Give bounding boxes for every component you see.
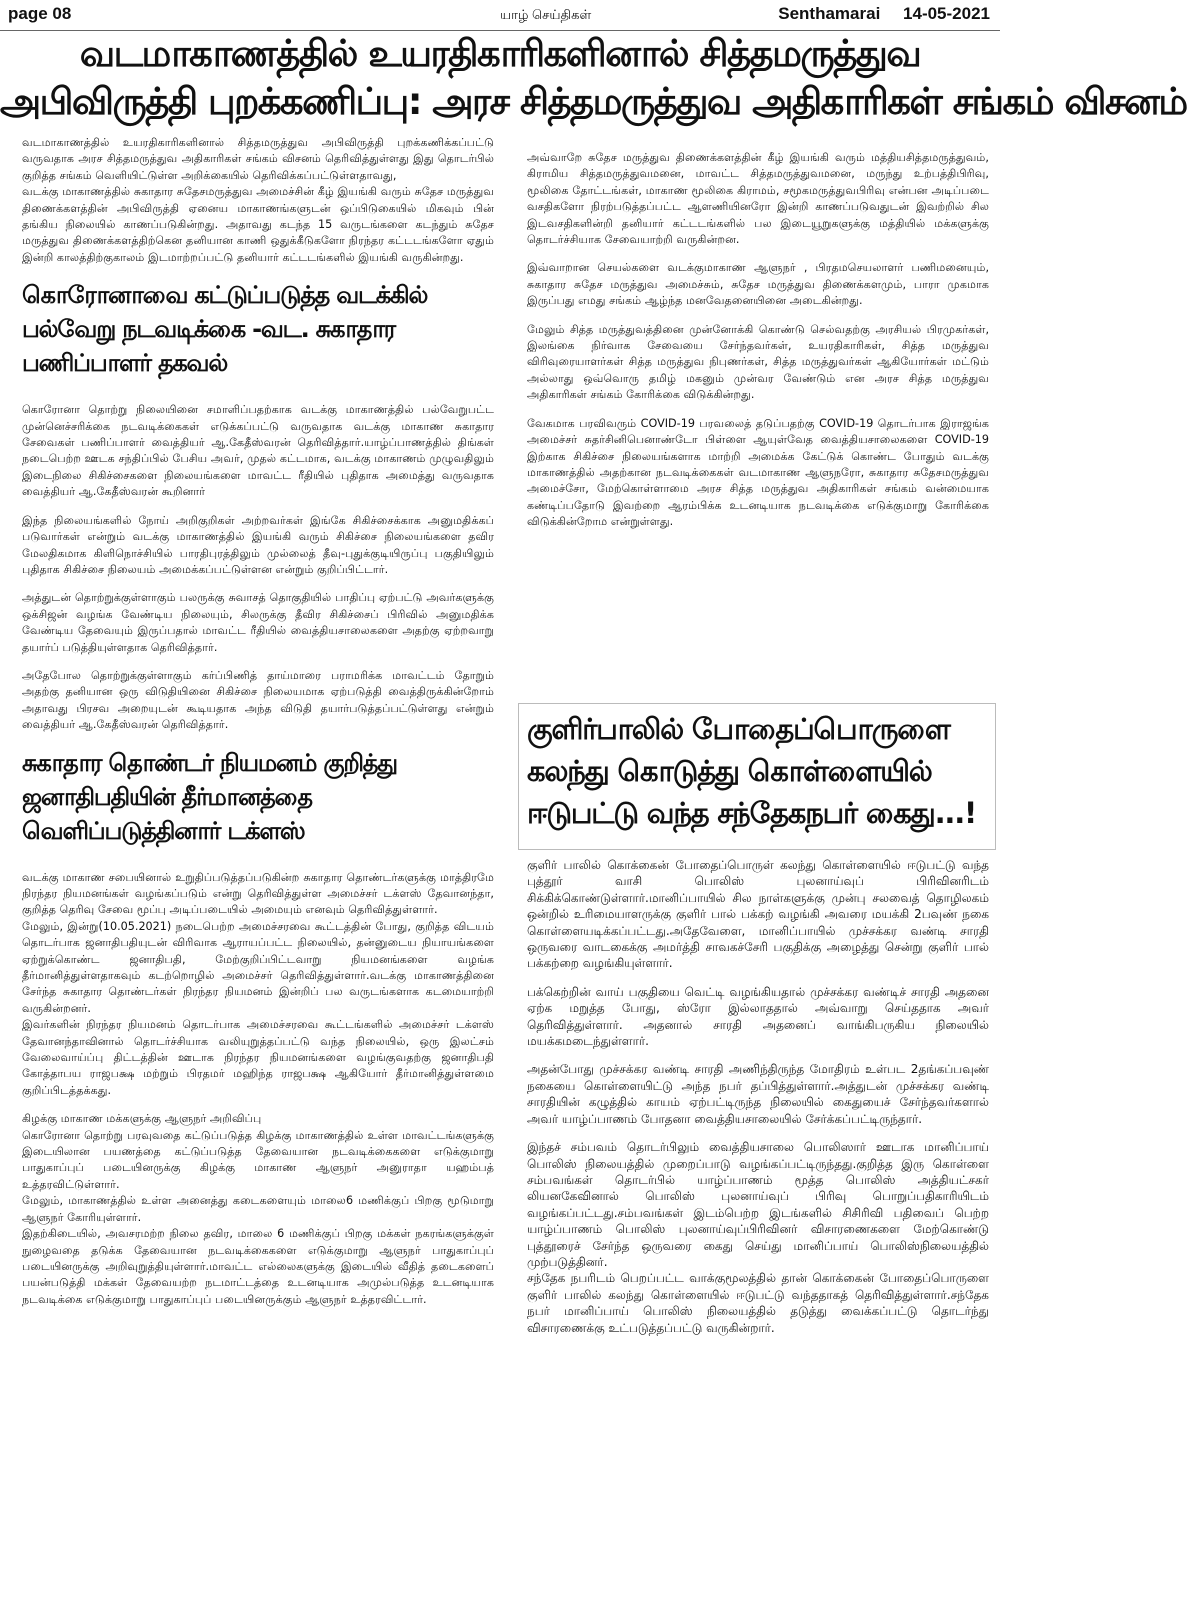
article-paragraph: இந்த நிலையங்களில் நோய் அறிகுறிகள் அற்றவர்கள் இங்கே சிகிச்சைக்காக அனுமதிக்கப் படுவார்கள் என்றும் வடக்கு மாகாணத்தில் இயங்கி வரும் சிகிச்சை நிலையங்களை தவிர மேலதிகமாக கிளிநொச்சியில் பாரதிபுரத்திலும் முல்லைத் தீவு-புதுக்குடியிருப்பு பகுதியிலும் புதிதாக சிகிச்சை நிலையம் அமைக்கப்பட்டுள்ளன என்றும் குறிப்பிட்டார்.	[22, 513, 494, 576]
article-paragraph: இவ்வாறான செயல்களை வடக்குமாகாண ஆளுநர் , பிரதமசெயலாளர் பணிமனையும், சுகாதார சுதேச மருத்துவ அமைச்சும், சுதேச மருத்துவ திணைக்களமும், பாரா முகமாக இருப்பது எமது சங்கம் ஆழ்ந்த மனவேதனையினை அடைகின்றது.	[527, 261, 989, 308]
right-column-top	[527, 150, 989, 543]
paper-name: யாழ் செய்திகள்	[500, 7, 592, 22]
masthead-right	[760, 4, 990, 24]
corona-headline: கொரோனாவை கட்டுப்படுத்த வடக்கில் பல்வேறு நடவடிக்கை -வட. சுகாதார பணிப்பாளர் தகவல்	[22, 281, 428, 378]
article-paragraph: அதேபோல தொற்றுக்குள்ளாகும் கர்ப்பிணித் தாய்மாரை பராமரிக்க மாவட்டம் தோறும் அதற்கு தனியான ஒரு விடுதியினை சிகிச்சை நிலையமாக ஏற்படுத்தி வைத்திருக்கின்றோம் அதாவது பிரசவ அறையுடன் கூடியதாக அந்த விடுதி தயார்படுத்தப்பட்டுள்ளது என்றும் வைத்தியர் ஆ.கேதீஸ்வரன் தெரிவித்தார்.	[22, 668, 494, 732]
right-column-bottom	[527, 857, 989, 1336]
article-paragraph: வடக்கு மாகாண சபையினால் உறுதிப்படுத்தப்படுகின்ற சுகாதார தொண்டர்களுக்கு மாத்திரமே நிரந்தர நியமனங்கள் வழங்கப்படும் என்று தெரிவித்துள்ள அமைச்சர் டக்ளஸ் தேவானந்தா, குறித்த தெரிவு சேவை மூப்பு அடிப்படையில் அமையும் எனவும் தெரிவித்துள்ளார்.	[22, 870, 494, 917]
issue-date: 14-05-2021	[903, 4, 990, 23]
article-paragraph: மேலும், இன்று(10.05.2021) நடைபெற்ற அமைச்சரவை கூட்டத்தின் போது, குறித்த விடயம் தொடர்பாக ஜனாதிபதியுடன் விரிவாக ஆராயப்பட்ட நிலையில், தன்னுடைய நியாயங்களை ஏற்றுக்கொண்ட ஜனாதிபதி, மேற்குறிப்பிட்டவாறு நியமனங்களை வழங்க தீர்மானித்துள்ளதாகவும் கடற்றொழில் அமைச்சர் தெரிவித்துள்ளார்.வடக்கு மாகாணத்தினை சேர்ந்த சுகாதார தொண்டர்கள் நிரந்தர நியமனம் இன்றிப் பல வருடங்களாக கடமையாற்றி வருகின்றனர்.	[22, 919, 494, 1015]
article-paragraph: பக்கெற்றின் வாய் பகுதியை வெட்டி வழங்கியதால் முச்சக்கர வண்டிச் சாரதி அதனை ஏற்க மறுத்த போது, ஸ்ரோ இல்லாததால் அவ்வாறு செய்ததாக அவர் தெரிவித்துள்ளார். அதனால் சாரதி அதனைப் வாங்கிபருகிய நிலையில் மயக்கமடைந்துள்ளார்.	[527, 984, 990, 1049]
article-paragraph: இந்தச் சம்பவம் தொடர்பிலும் வைத்தியசாலை பொலிஸார் ஊடாக மானிப்பாய் பொலிஸ் நிலையத்தில் முறைப்பாடு வழங்கப்பட்டிருந்தது.குறித்த இரு கொள்ளை சம்பவங்கள் தொடர்பில் யாழ்ப்பாணம் மூத்த பொலிஸ் அத்தியட்சகர் லியனகேவினால் பொலிஸ் புலனாய்வுப் பிரிவு பொறுப்பதிகாரியிடம் வழங்கப்பட்டது.சம்பவங்கள் இடம்பெற்ற இடங்களில் சிசிரிவி பதிவைப் பெற்ற யாழ்ப்பாணம் பொலிஸ் புலனாய்வுப்பிரிவினர் விசாரணைகளை மேற்கொண்டு புத்தூரைச் சேர்ந்த ஒருவரை கைது செய்து மானிப்பாய் பொலிஸ்நிலையத்தில் முற்படுத்தினர்.	[527, 1140, 989, 1269]
drug-theft-headline: குளிர்பாலில் போதைப்பொருளை கலந்து கொடுத்து கொள்ளையில் ஈடுபட்டு வந்த சந்தேகநபர் கைது...!	[527, 712, 977, 830]
article-paragraph: மேலும் சித்த மருத்துவத்தினை முன்னோக்கி கொண்டு செல்வதற்கு அரசியல் பிரமுகர்கள், இலங்கை நிர்வாக சேவையை சேர்ந்தவர்கள், உயரதிகாரிகள், சித்த மருத்துவ விரிவுரையாளர்கள் சித்த மருத்துவ நிபுணர்கள், சித்த மருத்துவர்கள் ஆகியோர்கள் மட்டும் அல்லாது ஒவ்வொரு தமிழ் மகனும் முன்வர வேண்டும் என அரச சித்த மருத்துவ அதிகாரிகள் சங்கம் கோரிக்கை விடுக்கின்றது.	[527, 322, 989, 402]
article-paragraph: வடமாகாணத்தில் உயரதிகாரிகளினால் சித்தமருத்துவ அபிவிருத்தி புறக்கணிக்கப்பட்டு வருவதாக அரச சித்தமருத்துவ அதிகாரிகள் சங்கம் விசனம் தெரிவித்துள்ளது இது தொடர்பில் குறித்த சங்கம் வெளியிட்டுள்ள அறிக்கையில் தெரிவிக்கப்பட்டுள்ளதாவது,	[22, 136, 494, 182]
article-paragraph: மேலும், மாகாணத்தில் உள்ள அனைத்து கடைகளையும் மாலை6 மணிக்குப் பிறகு மூடுமாறு ஆளுநர் கோரியுள்ளார்.	[22, 1194, 494, 1224]
main-headline-line-2: அபிவிருத்தி புறக்கணிப்பு: அரச சித்தமருத்துவ அதிகாரிகள் சங்கம் விசனம்	[0, 80, 1187, 123]
page-number: page 08	[8, 4, 72, 23]
article-paragraph: வேகமாக பரவிவரும் COVID-19 பரவலைத் தடுப்பதற்கு COVID-19 தொடர்பாக இராஜங்க அமைச்சர் சுதர்சினிபெனாண்டோ பிள்ளை ஆயுள்வேத வைத்தியசாலைகளை COVID-19 இற்காக சிகிச்சை நிலையங்களாக மாற்றி அமைக்க கேட்டுக் கொண்ட போதும் வடக்கு மாகாணத்தில் அதற்கான நடவடிக்கைகள் வடமாகாண ஆளுநரோ, சுகாதார சுதேசமருத்துவ அமைச்சோ, மேற்கொள்ளாமை அரச சித்த மருத்துவ அதிகாரிகள் சங்கம் வன்மையாக கண்டிப்பதோடு இவற்றை ஆரம்பிக்க உடனடியாக நடவடிக்கை எடுக்குமாறு கோரிக்கை விடுக்கின்றோம என்றுள்ளது.	[527, 416, 989, 529]
main-headline-line-1: வடமாகாணத்தில் உயரதிகாரிகளினால் சித்தமருத்துவ	[79, 32, 921, 75]
article-paragraph: வடக்கு மாகாணத்தில் சுகாதார சுதேசமருத்துவ அமைச்சின் கீழ் இயங்கி வரும் சுதேச மருத்துவ திணைக்களத்தின் அபிவிருத்தி ஏனைய மாகாணங்களுடன் ஒப்பிடுகையில் மிகவும் பின் தங்கிய நிலையில் காணப்படுகின்றது. அதாவது கடந்த 15 வருடங்களை கடந்தும் சுதேச மருத்துவ திணைக்களத்திற்கென தனியான காணி ஒதுக்கீடுகளோ நிரந்தர கட்டடங்களோ ஏதும் இன்றி காலத்திற்குகாலம் இடமாற்றப்பட்டு தனியார் கட்டடங்களில் இயங்கி வருகின்றது.	[22, 185, 494, 264]
article-paragraph: கொரோனா தொற்று நிலையினை சமாளிப்பதற்காக வடக்கு மாகாணத்தில் பல்வேறுபட்ட முன்னெச்சரிக்கை நடவடிக்கைகள் எடுக்கப்பட்டு வருவதாக வடக்கு மாகாண சுகாதார சேவைகள் பணிப்பாளர் வைத்தியர் ஆ.கேதீஸ்வரன் தெரிவித்தார்.யாழ்ப்பாணத்தில் திங்கள் நடைபெற்ற ஊடக சந்திப்பில் பேசிய அவர், முதல் கட்டமாக, வடக்கு மாகாணம் முழுவதிலும் இடைநிலை சிகிச்சைகளை நிலையங்களை மாவட்ட ரீதியில் புதிதாக அமைத்து வருவதாக வைத்தியர் ஆ.கேதீஸ்வரன் கூறினார்	[22, 403, 494, 499]
article-paragraph: இதற்கிடையில், அவசரமற்ற நிலை தவிர, மாலை 6 மணிக்குப் பிறகு மக்கள் நகரங்களுக்குள் நுழைவதை தடுக்க தேவையான நடவடிக்கைகளை எடுக்குமாறு ஆளுநர் பாதுகாப்புப் படையினருக்கு அறிவுறுத்தியுள்ளார்.மாவட்ட எல்லைகளுக்கு இடையில் வீதித் தடைகளைப் பயன்படுத்தி மக்கள் தேவையற்ற நடமாட்டத்தை உடனடியாக அமுல்படுத்த உடனடியாக நடவடிக்கை எடுக்குமாறு பாதுகாப்புப் படையினருக்கும் ஆளுநர் உத்தரவிட்டார்.	[22, 1227, 494, 1306]
page-header	[0, 0, 1000, 31]
article-paragraph: அத்துடன் தொற்றுக்குள்ளாகும் பலருக்கு சுவாசத் தொகுதியில் பாதிப்பு ஏற்பட்டு அவர்களுக்கு ஒக்சிஜன் வழங்க வேண்டிய நிலையும், சிலருக்கு தீவிர சிகிச்சைப் பிரிவில் அனுமதிக்க வேண்டிய தேவையும் இருப்பதால் மாவட்ட ரீதியில் வைத்தியசாலைகளை அதற்கு ஏற்றவாறு தயார்ப் படுத்தியுள்ளதாக தெரிவித்தார்.	[22, 591, 494, 654]
article-paragraph: அதன்போது முச்சக்கர வண்டி சாரதி அணிந்திருந்த மோதிரம் உள்பட 2தங்கப்பவுண் நகையை கொள்ளையிட்டு அந்த நபர் தப்பித்துள்ளார்.அத்துடன் முச்சக்கர வண்டி சாரதியின் கழுத்தில் காயம் ஏற்பட்டிருந்த நிலையில் கைதுயைச் சேர்ந்தவர்களால் அவர் யாழ்ப்பாணம் போதனா வைத்தியசாலையில் சேர்க்கப்பட்டிருந்தார்.	[527, 1062, 989, 1126]
article-paragraph: கொரோனா தொற்று பரவுவதை கட்டுப்படுத்த கிழக்கு மாகாணத்தில் உள்ள மாவட்டங்களுக்கு இடையிலான பயணத்தை கட்டுப்படுத்த தேவையான நடவடிக்கைகளை எடுக்குமாறு பாதுகாப்புப் படையினருக்கு கிழக்கு மாகாண ஆளுநர் அனுராதா யஹம்பத் உத்தரவிட்டுள்ளார்.	[22, 1128, 494, 1191]
article-paragraph: குளிர் பாலில் கொக்கைன் போதைப்பொருள் கலந்து கொள்ளையில் ஈடுபட்டு வந்த புத்தூர் வாசி பொலிஸ் புலனாய்வுப் பிரிவினரிடம் சிக்கிக்கொண்டுள்ளார்.மானிப்பாயில் சில நாள்களுக்கு முன்பு சலவைத் தொழிலகம் ஒன்றில் உரிமையாளருக்கு குளிர் பால் பக்கற் வழங்கி அவரை மயக்கி 2பவுண் நகை கொள்ளையடிக்கப்பட்டது.அதேவேளை, மானிப்பாயில் முச்சக்கர வண்டி சாரதி ஒருவரை வாடகைக்கு அமர்த்தி சாவகச்சேரி பகுதிக்கு அழைத்து சென்று குளிர் பால் பக்கற்றை வழங்கியுள்ளார்.	[527, 858, 989, 971]
east-province-title: கிழக்கு மாகாண மக்களுக்கு ஆளுநர் அறிவிப்பு	[22, 1112, 262, 1126]
article-paragraph: அவ்வாறே சுதேச மருத்துவ திணைக்களத்தின் கீழ் இயங்கி வரும் மத்தியசித்தமருத்துவம், கிராமிய சித்தமருத்துவமனை, மாவட்ட சித்தமருத்துவமனை, மருந்து உற்பத்திபிரிவு, மூலிகை தோட்டங்கள், மாகாண மூலிகை கிராமம், சமூகமருத்துவபிரிவு என்பன அடிப்படை வசதிகளோ நிரற்படுத்தப்பட்ட ஆளணியினரோ இன்றி காணப்படுவதுடன் இவற்றில் சில இடவசதிகளின்றி தனியார் கட்டடங்களில் பல இடையூறுகளுக்கு மத்தியில் மக்களுக்கு தொடர்ச்சியாக சேவையாற்றி வருகின்றன.	[527, 151, 989, 247]
brand-name: Senthamarai	[778, 4, 881, 23]
article-paragraph: இவர்களின் நிரந்தர நியமனம் தொடர்பாக அமைச்சரவை கூட்டங்களில் அமைச்சர் டக்ளஸ் தேவானந்தாவினால் தொடர்ச்சியாக வலியுறுத்தப்பட்டு வந்த நிலையில், ஒரு இலட்சம் வேலைவாய்ப்பு திட்டத்தின் ஊடாக நிரந்தர நியமனங்களை வழங்குவதற்கு ஜனாதிபதி கோத்தாபய ராஜபக்ஷ மற்றும் பிரதமர் மஹிந்த ராஜபக்ஷ ஆகியோர் தீர்மானித்துள்ளமை குறிப்பிடத்தக்கது.	[22, 1018, 494, 1097]
drug-theft-headline-box	[518, 703, 996, 850]
article-paragraph: சந்தேக நபரிடம் பெறப்பட்ட வாக்குமூலத்தில் தான் கொக்கைன் போதைப்பொருளை குளிர் பாலில் கலந்து கொள்ளையில் ஈடுபட்டு வந்ததாகத் தெரிவித்துள்ளார்.சந்தேக நபர் மானிப்பாய் பொலிஸ் நிலையத்தில் தடுத்து வைக்கப்பட்டு தொடர்ந்து விசாரணைக்கு உட்படுத்தப்பட்டு வருகின்றார்.	[527, 1271, 989, 1335]
left-column	[22, 135, 494, 1308]
health-volunteer-headline: சுகாதார தொண்டர் நியமனம் குறித்து ஜனாதிபதியின் தீர்மானத்தை வெளிப்படுத்தினார் டக்ளஸ்	[22, 748, 397, 845]
